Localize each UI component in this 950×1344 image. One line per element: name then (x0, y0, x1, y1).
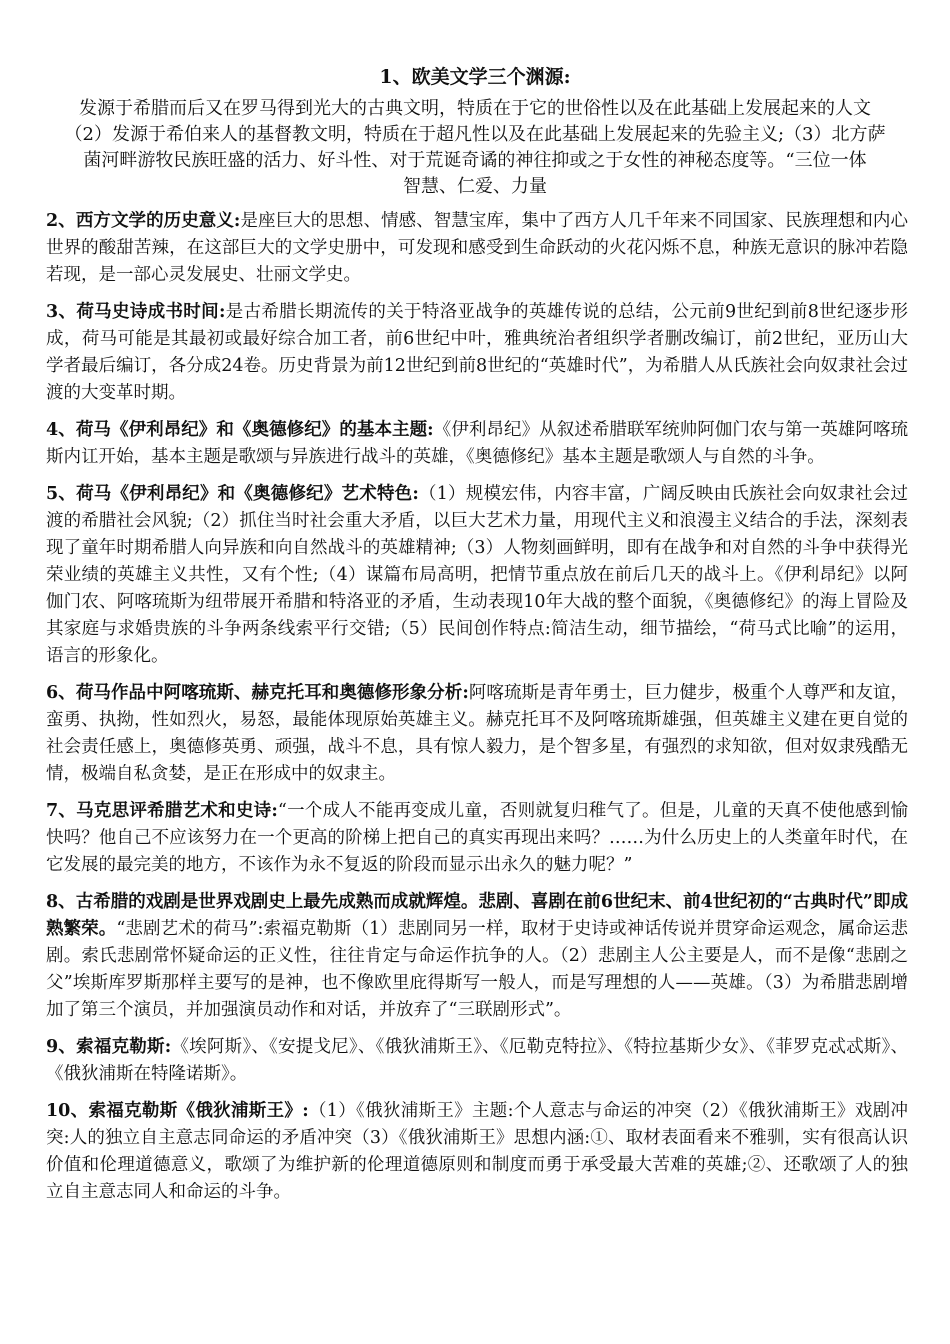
section-text: 阿喀琉斯是青年勇士，巨力健步，极重个人尊严和友谊，蛮勇、执拗，性如烈火，易怒，最能体现原始英雄主义。赫克托耳不及阿喀琉斯雄强，但英雄主义建在更自觉的社会责任感上，奥德修英勇、顽强，战斗不息，具有惊人毅力，是个智多星，有强烈的求知欲，但对奴隶残酷无情，极端自私贪婪，是正在形成中的奴隶主。 (46, 683, 908, 784)
intro-line: 菌河畔游牧民族旺盛的活力、好斗性、对于荒诞奇谲的神往抑或之于女性的神秘态度等。“三位一体 (83, 150, 867, 171)
section-heading: 5、荷马《伊利昂纪》和《奥德修纪》艺术特色: (46, 484, 419, 504)
section-heading: 7、马克思评希腊艺术和史诗: (46, 801, 278, 821)
section-homer-epic-date (46, 299, 908, 407)
section-text: “一个成人不能再变成儿童，否则就复归稚气了。但是，儿童的天真不使他感到愉快吗？他自己不应该努力在一个更高的阶梯上把自己的真实再现出来吗？……为什么历史上的人类童年时代，在它发展的最完美的地方，不该作为永不复返的阶段而显示出永久的魅力呢？” (46, 801, 909, 875)
section-text: （1）《俄狄浦斯王》主题:个人意志与命运的冲突（2）《俄狄浦斯王》戏剧冲突:人的独立自主意志同命运的矛盾冲突（3）《俄狄浦斯王》思想内涵:①、取材表面看来不雅驯，实有很高认识价值和伦理道德意义，歌颂了为维护新的伦理道德原则和制度而勇于承受最大苦难的英雄;②、还歌颂了人的独立自主意志同人和命运的斗争。 (46, 1101, 908, 1202)
section-sophocles-works (46, 1034, 908, 1088)
section-heading: 6、荷马作品中阿喀琉斯、赫克托耳和奥德修形象分析: (46, 683, 469, 703)
section-character-analysis (46, 680, 908, 788)
document-body (46, 208, 908, 1216)
section-text: “悲剧艺术的荷马”:索福克勒斯（1）悲剧同另一样，取材于史诗或神话传说并贯穿命运观念，属命运悲剧。索氏悲剧常怀疑命运的正义性，往往肯定与命运作抗争的人。（2）悲剧主人公主要是人，而不是像“悲剧之父”埃斯库罗斯那样主要写的是神，也不像欧里庇得斯写一般人，而是写理想的人——英雄。（3）为希腊悲剧增加了第三个演员，并加强演员动作和对话，并放弃了“三联剧形式”。 (46, 919, 908, 1020)
intro-paragraph (0, 96, 950, 200)
intro-line: （2）发源于希伯来人的基督教文明，特质在于超凡性以及在此基础上发展起来的先验主义;（3）北方萨 (64, 124, 886, 145)
section-text: （1）规模宏伟，内容丰富，广阔反映由氏族社会向奴隶社会过渡的希腊社会风貌;（2）抓住当时社会重大矛盾，以巨大艺术力量，用现代主义和浪漫主义结合的手法，深刻表现了童年时期希腊人向异族和向自然战斗的英雄精神;（3）人物刻画鲜明，即有在战争和对自然的斗争中获得光荣业绩的英雄主义共性，又有个性;（4）谋篇布局高明，把情节重点放在前后几天的战斗上。《伊利昂纪》以阿伽门农、阿喀琉斯为纽带展开希腊和特洛亚的矛盾，生动表现10年大战的整个面貌，《奥德修纪》的海上冒险及其家庭与求婚贵族的斗争两条线索平行交错;（5）民间创作特点:简洁生动，细节描绘，“荷马式比喻”的运用，语言的形象化。 (46, 484, 908, 666)
section-heading: 9、索福克勒斯: (46, 1037, 172, 1057)
section-historical-significance (46, 208, 908, 289)
section-greek-drama (46, 889, 908, 1024)
section-text: 《伊利昂纪》从叙述希腊联军统帅阿伽门农与第一英雄阿喀琉斯内讧开始，基本主题是歌颂与异族进行战斗的英雄，《奥德修纪》基本主题是歌颂人与自然的斗争。 (46, 420, 909, 467)
section-heading: 3、荷马史诗成书时间: (46, 302, 226, 322)
section-text: 《埃阿斯》、《安提戈尼》、《俄狄浦斯王》、《厄勒克特拉》、《特拉基斯少女》、《菲罗克忒忒斯》、《俄狄浦斯在特隆诺斯》。 (46, 1037, 909, 1084)
intro-line: 发源于希腊而后又在罗马得到光大的古典文明，特质在于它的世俗性以及在此基础上发展起来的人文 (79, 98, 871, 119)
section-text: 是座巨大的思想、情感、智慧宝库，集中了西方人几千年来不同国家、民族理想和内心世界的酸甜苦辣，在这部巨大的文学史册中，可发现和感受到生命跃动的火花闪烁不息，种族无意识的脉冲若隐若现，是一部心灵发展史、壮丽文学史。 (46, 211, 908, 285)
intro-line: 智慧、仁爱、力量 (403, 176, 547, 197)
section-heading: 8、古希腊的戏剧是世界戏剧史上最先成熟而成就辉煌。悲剧、喜剧在前6世纪末、前4世纪初的“古典时代”即成熟繁荣。 (46, 892, 908, 939)
section-heading: 2、西方文学的历史意义: (46, 211, 241, 231)
section-oedipus-rex (46, 1098, 908, 1206)
section-title: 1、欧美文学三个渊源: (379, 66, 571, 88)
section-marx-comment (46, 798, 908, 879)
section-heading: 4、荷马《伊利昂纪》和《奥德修纪》的基本主题: (46, 420, 434, 440)
section-homer-themes (46, 417, 908, 471)
section-homer-art-features (46, 481, 908, 670)
section-heading: 10、索福克勒斯《俄狄浦斯王》: (46, 1101, 309, 1121)
section-text: 是古希腊长期流传的关于特洛亚战争的英雄传说的总结，公元前9世纪到前8世纪逐步形成，荷马可能是其最初或最好综合加工者，前6世纪中叶，雅典统治者组织学者删改编订，前2世纪，亚历山大学者最后编订，各分成24卷。历史背景为前12世纪到前8世纪的“英雄时代”，为希腊人从氏族社会向奴隶社会过渡的大变革时期。 (46, 302, 908, 403)
